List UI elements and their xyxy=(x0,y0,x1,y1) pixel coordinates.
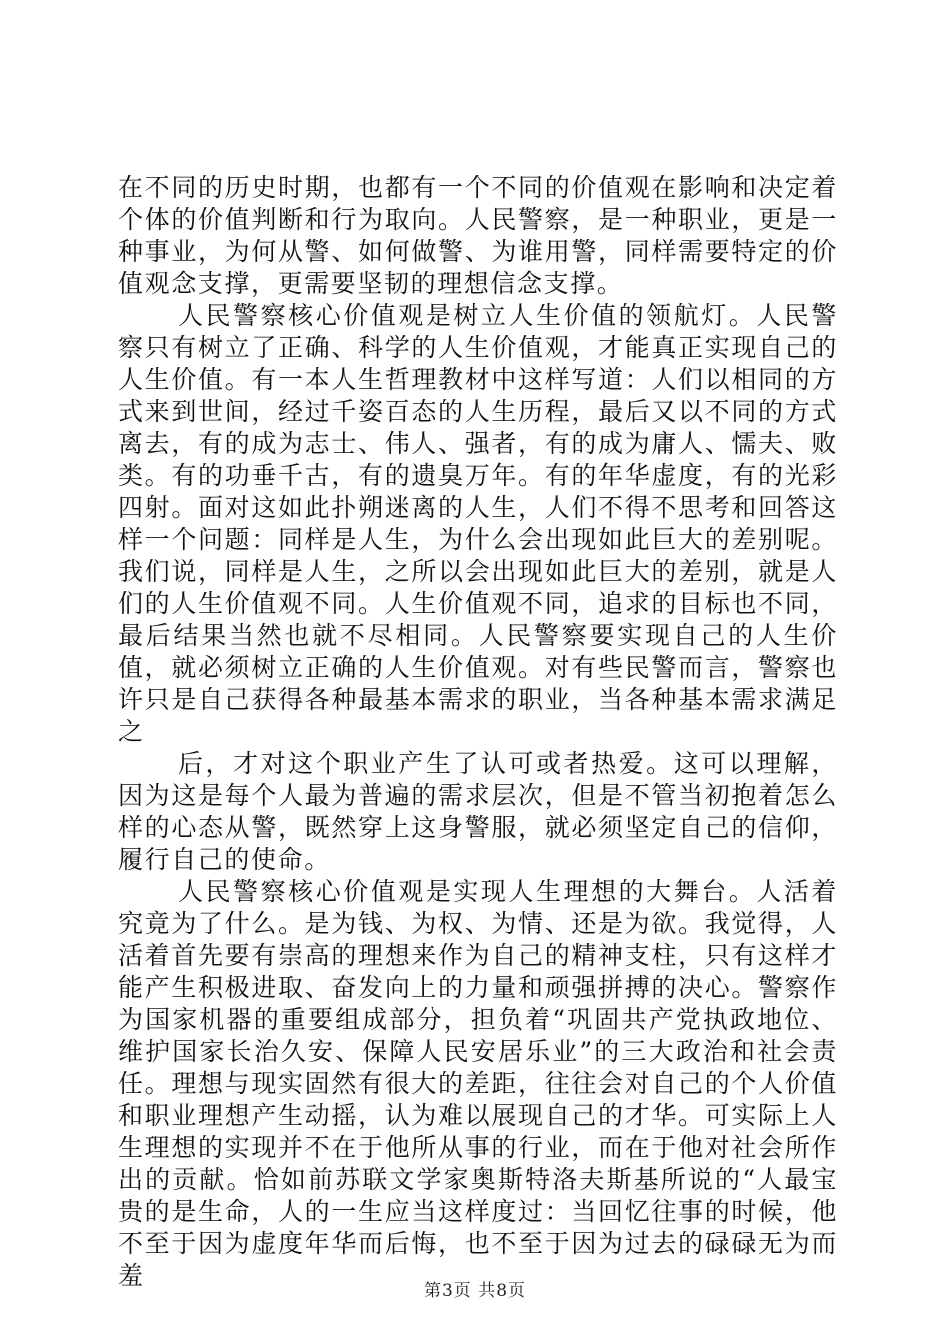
paragraph-4: 人民警察核心价值观是实现人生理想的大舞台。人活着究竟为了什么。是为钱、为权、为情、还是为欲。我觉得，人活着首先要有崇高的理想来作为自己的精神支柱，只有这样才能产生积极进取、奋发向上的力量和顽强拼搏的决心。警察作为国家机器的重要组成部分，担负着“巩固共产党执政地位、维护国家长治久安、保障人民安居乐业”的三大政治和社会责任。理想与现实固然有很大的差距，往往会对自己的个人价值和职业理想产生动摇，认为难以展现自己的才华。可实际上人生理想的实现并不在于他所从事的行业，而在于他对社会所作出的贡献。恰如前苏联文学家奥斯特洛夫斯基所说的“人最宝贵的是生命，人的一生应当这样度过：当回忆往事的时候，他不至于因为虚度年华而后悔，也不至于因为过去的碌碌无为而羞 xyxy=(118,877,838,1290)
paragraph-2: 人民警察核心价值观是树立人生价值的领航灯。人民警察只有树立了正确、科学的人生价值观，才能真正实现自己的人生价值。有一本人生哲理教材中这样写道：人们以相同的方式来到世间，经过千姿百态的人生历程，最后又以不同的方式离去，有的成为志士、伟人、强者，有的成为庸人、懦夫、败类。有的功垂千古，有的遗臭万年。有的年华虚度，有的光彩四射。面对这如此扑朔迷离的人生，人们不得不思考和回答这样一个问题：同样是人生，为什么会出现如此巨大的差别呢。我们说，同样是人生，之所以会出现如此巨大的差别，就是人们的人生价值观不同。人生价值观不同，追求的目标也不同，最后结果当然也就不尽相同。人民警察要实现自己的人生价值，就必须树立正确的人生价值观。对有些民警而言，警察也许只是自己获得各种最基本需求的职业，当各种基本需求满足之 xyxy=(118,301,838,746)
paragraph-3: 后，才对这个职业产生了认可或者热爱。这可以理解，因为这是每个人最为普遍的需求层次，但是不管当初抱着怎么样的心态从警，既然穿上这身警服，就必须坚定自己的信仰，履行自己的使命。 xyxy=(118,749,838,874)
page-number-footer: 第3页 共8页 xyxy=(423,1281,527,1301)
paragraph-1: 在不同的历史时期，也都有一个不同的价值观在影响和决定着个体的价值判断和行为取向。人民警察，是一种职业，更是一种事业，为何从警、如何做警、为谁用警，同样需要特定的价值观念支撑，更需要坚韧的理想信念支撑。 xyxy=(118,173,838,298)
document-body xyxy=(118,172,838,1292)
